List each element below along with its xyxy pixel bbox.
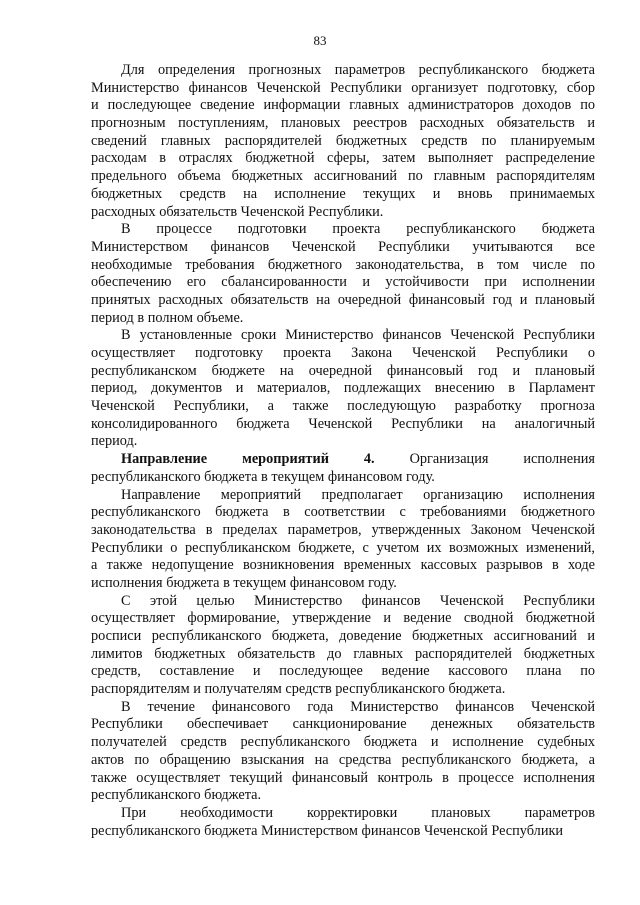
text-line: прогнозным поступлениям, плановых реестров расходных обязательств и	[91, 115, 595, 132]
text-line: бюджетных средств на исполнение текущих и вновь принимаемых	[91, 185, 595, 202]
text-line: С этой целью Министерство финансов Чеченской Республики	[121, 592, 595, 609]
text-line: При необходимости корректировки плановых параметров	[121, 804, 595, 821]
section-heading-line	[91, 451, 595, 469]
text-line: В процессе подготовки проекта республиканского бюджета	[121, 221, 595, 238]
text-line: осуществляет формирование, утверждение и ведение сводной бюджетной	[91, 610, 595, 627]
section-heading-text: Организация исполнения	[374, 451, 595, 468]
page-number: 83	[313, 33, 327, 48]
paragraph	[91, 699, 595, 805]
text-line: обеспечению его сбалансированности и устойчивости при исполнении	[91, 274, 595, 291]
text-line: расходам в отраслях бюджетной сферы, затем выполняет распределение	[91, 150, 595, 167]
text-line: период, документов и материалов, подлежащих внесению в Парламент	[91, 380, 595, 397]
text-line: получателей средств республиканского бюджета и исполнение судебных	[91, 734, 595, 751]
paragraph	[91, 487, 595, 593]
text-line: период.	[91, 433, 138, 450]
paragraph	[91, 805, 595, 840]
text-line: Направление мероприятий предполагает организацию исполнения	[121, 486, 595, 503]
text-line: республиканского бюджета.	[91, 787, 262, 804]
text-line: осуществляет подготовку проекта Закона Чеченской Республики о	[91, 345, 595, 361]
text-line: распорядителям и получателям средств республиканского бюджета.	[91, 681, 506, 698]
text-line: расходных обязательств Чеченской Республики.	[91, 203, 384, 220]
text-line: республиканского бюджета в текущем финансовом году.	[91, 468, 435, 485]
text-line: принятых расходных обязательств на очередной финансовый год и плановый	[91, 291, 595, 308]
body-text	[91, 62, 595, 840]
paragraph	[91, 221, 595, 327]
text-line: консолидированного бюджета Чеченской Республики на аналогичный	[91, 415, 595, 432]
text-line: а также недопущение возникновения временных кассовых разрывов в ходе	[91, 557, 595, 574]
text-line: Министерством финансов Чеченской Республики учитываются все	[91, 238, 595, 255]
text-line: период в полном объеме.	[91, 309, 244, 326]
text-line: сведений главных распорядителей бюджетных средств по планируемым	[91, 132, 595, 149]
text-line: Республики обеспечивает санкционирование денежных обязательств	[91, 716, 595, 733]
text-line: В течение финансового года Министерство финансов Чеченской	[121, 698, 595, 715]
paragraph	[91, 327, 595, 451]
paragraph	[91, 451, 595, 486]
paragraph	[91, 62, 595, 221]
text-line: необходимые требования бюджетного законодательства, в том числе по	[91, 256, 595, 273]
text-line: актов по обращению взыскания на средства республиканского бюджета, а	[91, 751, 595, 768]
text-line: исполнения бюджета в текущем финансовом году.	[91, 574, 397, 591]
section-heading-bold: Направление мероприятий 4.	[121, 451, 375, 468]
text-line: лимитов бюджетных обязательств до главных распорядителей бюджетных	[91, 645, 595, 662]
text-line: республиканского бюджета в соответствии с требованиями бюджетного	[91, 504, 595, 521]
text-line: республиканского бюджета Министерством финансов Чеченской Республики	[91, 822, 564, 839]
text-line: республиканском бюджете на очередной финансовый год и плановый	[91, 362, 595, 379]
text-line: законодательства в пределах параметров, утвержденных Законом Чеченской	[91, 521, 595, 538]
text-line: В установленные сроки Министерство финансов Чеченской Республики	[121, 327, 595, 344]
text-line: средств, составление и последующее ведение кассового плана по	[91, 663, 595, 680]
text-line: росписи республиканского бюджета, доведение бюджетных ассигнований и	[91, 628, 595, 644]
text-line: Для определения прогнозных параметров республиканского бюджета	[121, 62, 595, 78]
text-line: Министерство финансов Чеченской Республики организует подготовку, сбор	[91, 79, 595, 96]
text-line: предельного объема бюджетных ассигнований по главным распорядителям	[91, 168, 595, 185]
paragraph	[91, 593, 595, 699]
text-line: Республики о республиканском бюджете, с учетом их возможных изменений,	[91, 539, 595, 556]
text-line: и последующее сведение информации главных администраторов доходов по	[91, 97, 595, 114]
text-line: Чеченской Республики, а также последующую разработку прогноза	[91, 398, 595, 415]
text-line: также осуществляет текущий финансовый контроль в процессе исполнения	[91, 769, 595, 786]
